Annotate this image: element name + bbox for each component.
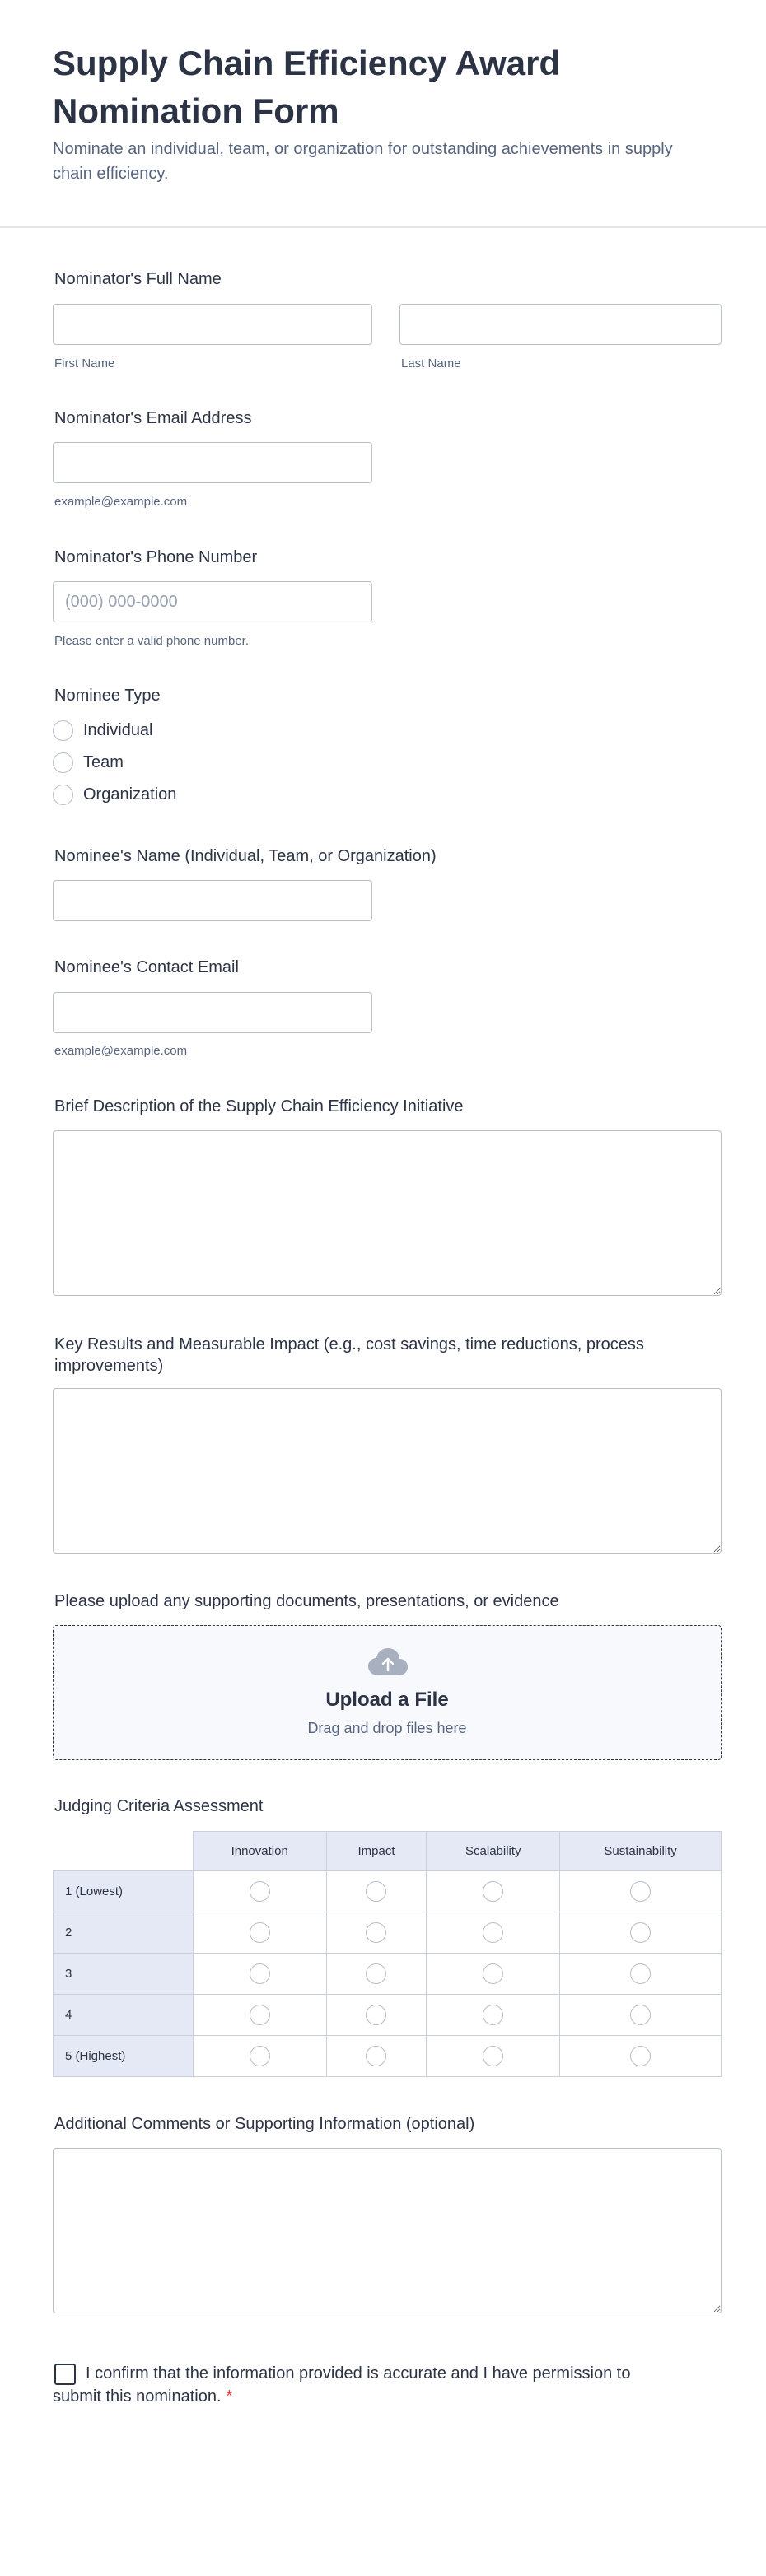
- matrix-row-label: 1 (Lowest): [54, 1871, 194, 1912]
- matrix-column-header: Sustainability: [560, 1832, 722, 1871]
- nominee-email-sublabel: example@example.com: [54, 1044, 188, 1058]
- matrix-cell[interactable]: [560, 2036, 722, 2077]
- matrix-cell[interactable]: [326, 1912, 427, 1954]
- comments-label: Additional Comments or Supporting Information (optional): [54, 2115, 475, 2133]
- form-subtitle: Nominate an individual, team, or organization for outstanding achievements in supply chain efficiency.: [53, 140, 673, 183]
- matrix-row-label: 4: [54, 1995, 194, 2036]
- description-textarea[interactable]: [53, 1130, 722, 1296]
- file-upload-area[interactable]: [53, 1625, 722, 1760]
- matrix-radio[interactable]: [483, 2005, 503, 2025]
- matrix-cell[interactable]: [193, 1871, 326, 1912]
- matrix-row: [54, 1954, 722, 1995]
- last-name-sublabel: Last Name: [401, 356, 461, 370]
- matrix-cell[interactable]: [326, 1871, 427, 1912]
- matrix-radio[interactable]: [366, 2005, 386, 2025]
- matrix-cell[interactable]: [560, 1954, 722, 1995]
- nominee-type-option-individual[interactable]: [53, 719, 153, 742]
- matrix-radio[interactable]: [630, 2005, 651, 2025]
- nominee-email-input[interactable]: [53, 992, 372, 1033]
- nominee-type-label: Nominee Type: [54, 687, 161, 705]
- matrix-radio[interactable]: [483, 2046, 503, 2066]
- matrix-header-row: [54, 1832, 722, 1871]
- comments-textarea[interactable]: [53, 2148, 722, 2313]
- matrix-radio[interactable]: [366, 1881, 386, 1902]
- matrix-radio[interactable]: [483, 1963, 503, 1984]
- matrix-radio[interactable]: [366, 1963, 386, 1984]
- upload-title: Upload a File: [325, 1689, 449, 1711]
- last-name-input[interactable]: [399, 304, 722, 345]
- matrix-radio[interactable]: [630, 2046, 651, 2066]
- nominator-phone-sublabel: Please enter a valid phone number.: [54, 634, 249, 648]
- matrix-cell[interactable]: [560, 1912, 722, 1954]
- upload-label: Please upload any supporting documents, presentations, or evidence: [54, 1592, 559, 1610]
- matrix-radio[interactable]: [250, 1922, 270, 1943]
- matrix-row-label: 5 (Highest): [54, 2036, 194, 2077]
- matrix-cell[interactable]: [560, 1995, 722, 2036]
- matrix-radio[interactable]: [250, 1963, 270, 1984]
- matrix-column-header: Innovation: [193, 1832, 326, 1871]
- matrix-row: [54, 2036, 722, 2077]
- matrix-radio[interactable]: [250, 1881, 270, 1902]
- matrix-cell[interactable]: [326, 1954, 427, 1995]
- matrix-cell[interactable]: [427, 1995, 560, 2036]
- cloud-upload-icon: [367, 1646, 409, 1679]
- judging-criteria-matrix: [53, 1831, 722, 2077]
- nominator-name-label: Nominator's Full Name: [54, 270, 222, 288]
- form-title: Supply Chain Efficiency Award Nomination Form: [53, 44, 561, 130]
- matrix-row: [54, 1912, 722, 1954]
- matrix-radio[interactable]: [483, 1881, 503, 1902]
- matrix-cell[interactable]: [193, 1995, 326, 2036]
- confirm-text: I confirm that the information provided is accurate and I have permission to submit this nomination.: [53, 2364, 631, 2406]
- nominee-type-option-organization[interactable]: [53, 783, 176, 806]
- matrix-radio[interactable]: [630, 1963, 651, 1984]
- radio-label: Team: [83, 752, 124, 771]
- matrix-column-header: Impact: [326, 1832, 427, 1871]
- confirm-checkbox[interactable]: [54, 2364, 76, 2385]
- matrix-row-label: 2: [54, 1912, 194, 1954]
- matrix-radio[interactable]: [630, 1922, 651, 1943]
- matrix-radio[interactable]: [250, 2046, 270, 2066]
- matrix-row-label: 3: [54, 1954, 194, 1995]
- matrix-row: [54, 1995, 722, 2036]
- matrix-cell[interactable]: [193, 2036, 326, 2077]
- first-name-input[interactable]: [53, 304, 372, 345]
- matrix-cell[interactable]: [193, 1954, 326, 1995]
- results-textarea[interactable]: [53, 1388, 722, 1554]
- matrix-row: [54, 1871, 722, 1912]
- radio-button[interactable]: [53, 720, 73, 741]
- nominator-email-sublabel: example@example.com: [54, 495, 188, 509]
- matrix-column-header: Scalability: [427, 1832, 560, 1871]
- matrix-radio[interactable]: [630, 1881, 651, 1902]
- matrix-cell[interactable]: [427, 1954, 560, 1995]
- results-label: Key Results and Measurable Impact (e.g., cost savings, time reductions, process improvements): [54, 1335, 644, 1375]
- radio-button[interactable]: [53, 752, 73, 773]
- matrix-cell[interactable]: [427, 2036, 560, 2077]
- radio-button[interactable]: [53, 785, 73, 805]
- nominator-phone-label: Nominator's Phone Number: [54, 548, 258, 566]
- nominee-email-label: Nominee's Contact Email: [54, 958, 239, 976]
- matrix-radio[interactable]: [483, 1922, 503, 1943]
- confirm-text-block: [53, 2362, 679, 2408]
- nominator-email-input[interactable]: [53, 442, 372, 483]
- matrix-radio[interactable]: [366, 1922, 386, 1943]
- matrix-cell[interactable]: [326, 1995, 427, 2036]
- matrix-cell[interactable]: [427, 1912, 560, 1954]
- matrix-radio[interactable]: [366, 2046, 386, 2066]
- description-label: Brief Description of the Supply Chain Efficiency Initiative: [54, 1097, 464, 1116]
- matrix-radio[interactable]: [250, 2005, 270, 2025]
- matrix-cell[interactable]: [427, 1871, 560, 1912]
- first-name-sublabel: First Name: [54, 356, 115, 370]
- form-header: [0, 0, 766, 228]
- nominee-name-label: Nominee's Name (Individual, Team, or Organization): [54, 847, 437, 865]
- matrix-label: Judging Criteria Assessment: [54, 1797, 264, 1815]
- nominee-name-input[interactable]: [53, 880, 372, 921]
- matrix-cell[interactable]: [560, 1871, 722, 1912]
- required-mark: *: [226, 2387, 233, 2406]
- upload-subtitle: Drag and drop files here: [307, 1720, 467, 1736]
- radio-label: Individual: [83, 720, 153, 739]
- nominee-type-option-team[interactable]: [53, 751, 124, 774]
- nominator-phone-input[interactable]: [53, 581, 372, 622]
- matrix-cell[interactable]: [326, 2036, 427, 2077]
- matrix-corner: [54, 1832, 194, 1871]
- nominator-email-label: Nominator's Email Address: [54, 409, 252, 427]
- matrix-cell[interactable]: [193, 1912, 326, 1954]
- radio-label: Organization: [83, 785, 177, 804]
